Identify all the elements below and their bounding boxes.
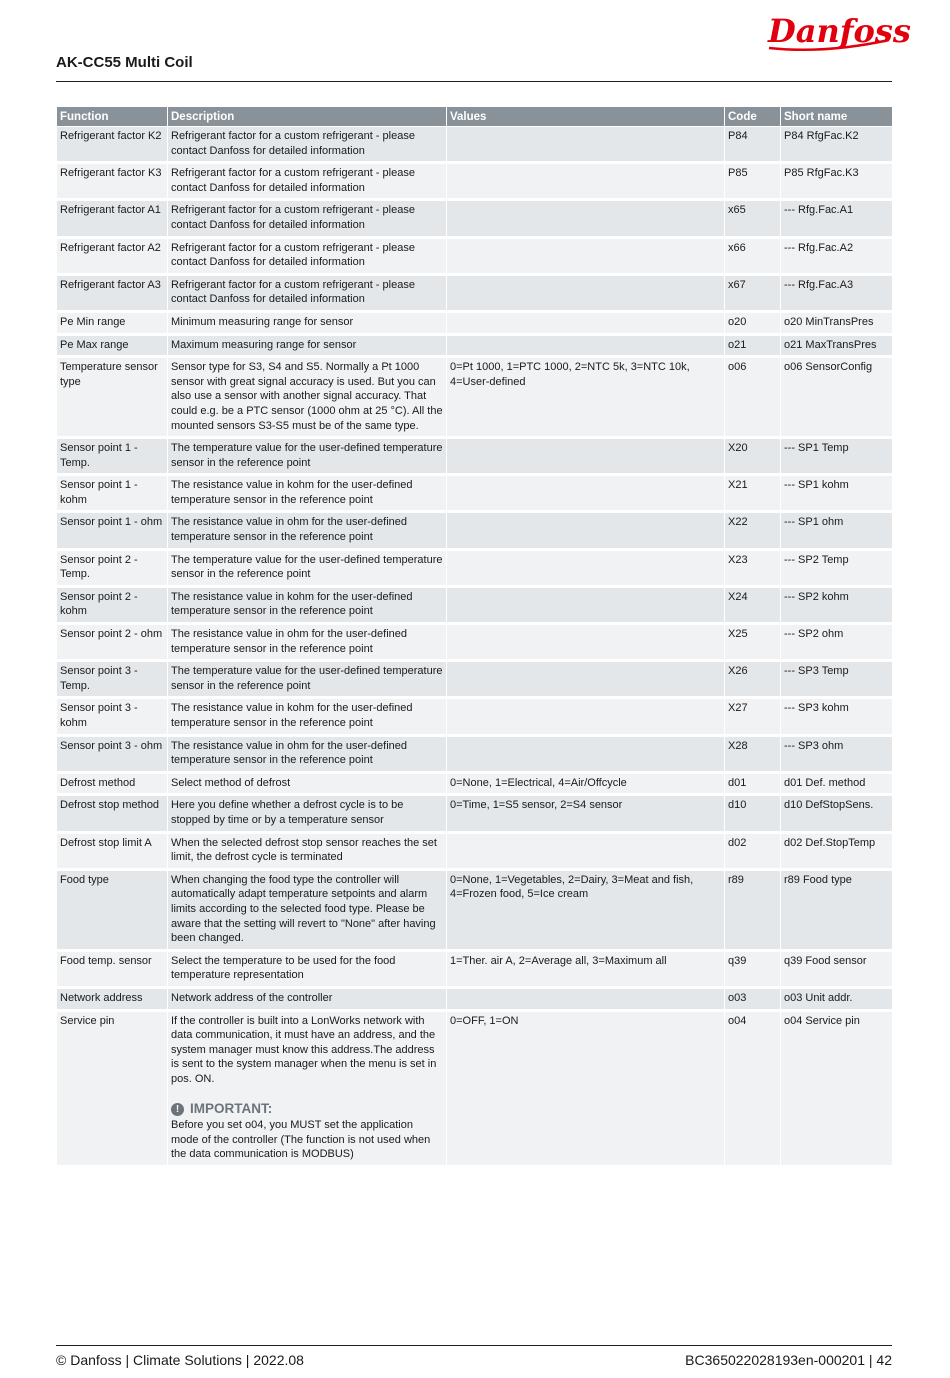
cell-short-name-text: r89 Food type — [784, 873, 852, 886]
cell-function — [57, 989, 168, 1012]
cell-values — [447, 989, 725, 1012]
cell-description — [168, 439, 447, 476]
cell-short-name-text: --- SP3 kohm — [784, 702, 849, 715]
cell-code — [725, 834, 781, 871]
cell-short-name-text: o04 Service pin — [784, 1014, 860, 1027]
cell-description-text: Network address of the controller — [171, 991, 333, 1004]
cell-short-name — [781, 588, 892, 625]
cell-code-text: o06 — [728, 361, 747, 374]
cell-code — [725, 1012, 781, 1168]
cell-description-text: The temperature value for the user-defined temperature sensor in the reference point — [171, 553, 443, 581]
cell-function — [57, 313, 168, 336]
cell-short-name — [781, 313, 892, 336]
cell-values — [447, 358, 725, 439]
cell-function-text: Pe Min range — [60, 315, 126, 328]
cell-values — [447, 164, 725, 201]
table-row — [57, 625, 892, 662]
cell-description — [168, 127, 447, 164]
cell-function-text: Sensor point 3 - Temp. — [60, 665, 138, 692]
table-row — [57, 276, 892, 313]
cell-values — [447, 796, 725, 833]
cell-values — [447, 313, 725, 336]
cell-values — [447, 551, 725, 588]
cell-code — [725, 336, 781, 359]
table-row — [57, 551, 892, 588]
cell-function — [57, 625, 168, 662]
parameter-table — [57, 107, 892, 1168]
cell-description-text: Sensor type for S3, S4 and S5. Normally a Pt 1000 sensor with great signal accuracy is used. But you can also use a sensor with another signal accuracy. That could e.g. be a PTC sensor (1000 ohm at 25 °C). All the mounted sensors S3-S5 must be of the same type. — [171, 361, 443, 432]
important-label: IMPORTANT: — [190, 1101, 273, 1117]
cell-description-text: The resistance value in ohm for the user-defined temperature sensor in the reference point — [171, 628, 408, 655]
cell-values — [447, 588, 725, 625]
cell-values-text: 0=OFF, 1=ON — [450, 1014, 519, 1027]
cell-code-text: P85 — [728, 167, 748, 180]
table-row — [57, 588, 892, 625]
cell-code-text: r89 — [728, 873, 744, 886]
cell-short-name-text: --- SP2 kohm — [784, 590, 849, 603]
cell-code — [725, 871, 781, 952]
cell-function — [57, 551, 168, 588]
important-text: Before you set o04, you MUST set the application mode of the controller (The function is not used when the data communication is MODBUS) — [171, 1119, 431, 1161]
column-header-description: Description — [168, 107, 447, 127]
column-header-code: Code — [725, 107, 781, 127]
cell-short-name-text: --- SP1 Temp — [784, 442, 849, 455]
cell-function — [57, 796, 168, 833]
cell-code-text: X23 — [728, 553, 748, 566]
cell-code-text: o03 — [728, 991, 747, 1004]
cell-values — [447, 834, 725, 871]
cell-function — [57, 699, 168, 736]
cell-code — [725, 164, 781, 201]
cell-code — [725, 737, 781, 774]
cell-description — [168, 588, 447, 625]
cell-values-text: 0=Pt 1000, 1=PTC 1000, 2=NTC 5k, 3=NTC 10k, 4=User-defined — [450, 361, 690, 388]
cell-function-text: Sensor point 1 - ohm — [60, 516, 163, 529]
cell-values — [447, 774, 725, 797]
cell-function — [57, 1012, 168, 1168]
table-row — [57, 164, 892, 201]
cell-description — [168, 1012, 447, 1168]
cell-description — [168, 513, 447, 550]
cell-code-text: d01 — [728, 776, 747, 789]
cell-description-text: Select method of defrost — [171, 776, 291, 789]
cell-short-name-text: P84 RfgFac.K2 — [784, 130, 859, 142]
cell-short-name — [781, 699, 892, 736]
cell-code-text: X22 — [728, 516, 748, 529]
cell-function — [57, 871, 168, 952]
cell-short-name — [781, 834, 892, 871]
cell-description-text: Refrigerant factor for a custom refrigerant - please contact Danfoss for detailed information — [171, 278, 415, 306]
cell-code — [725, 662, 781, 699]
cell-function-text: Refrigerant factor A1 — [60, 204, 161, 217]
table-row — [57, 871, 892, 952]
cell-description-text: When the selected defrost stop sensor reaches the set limit, the defrost cycle is terminated — [171, 836, 437, 864]
cell-short-name — [781, 774, 892, 797]
cell-short-name-text: o06 SensorConfig — [784, 361, 873, 374]
cell-short-name-text: --- SP1 ohm — [784, 516, 844, 529]
cell-short-name — [781, 164, 892, 201]
cell-code-text: o04 — [728, 1014, 747, 1027]
table-row — [57, 952, 892, 989]
cell-description — [168, 774, 447, 797]
cell-short-name — [781, 336, 892, 359]
cell-code-text: o20 — [728, 315, 747, 328]
danfoss-logo — [765, 4, 911, 54]
cell-short-name — [781, 513, 892, 550]
cell-function-text: Service pin — [60, 1014, 115, 1027]
cell-description — [168, 952, 447, 989]
cell-function-text: Sensor point 3 - kohm — [60, 702, 138, 729]
cell-values — [447, 239, 725, 276]
cell-code — [725, 239, 781, 276]
cell-function — [57, 439, 168, 476]
cell-description-text: The resistance value in ohm for the user-defined temperature sensor in the reference point — [171, 739, 408, 767]
cell-description — [168, 358, 447, 439]
cell-function — [57, 834, 168, 871]
column-header-values: Values — [447, 107, 725, 127]
cell-code — [725, 551, 781, 588]
important-note — [171, 1102, 443, 1161]
cell-code — [725, 989, 781, 1012]
table-row — [57, 336, 892, 359]
cell-short-name-text: --- SP3 Temp — [784, 665, 849, 678]
cell-description — [168, 201, 447, 238]
cell-values — [447, 737, 725, 774]
cell-short-name-text: --- SP2 ohm — [784, 628, 844, 641]
cell-function — [57, 358, 168, 439]
cell-short-name — [781, 201, 892, 238]
cell-short-name — [781, 871, 892, 952]
danfoss-logo-text: Danfoss — [768, 12, 911, 50]
cell-short-name-text: --- SP2 Temp — [784, 553, 849, 566]
cell-function-text: Food type — [60, 873, 109, 886]
cell-description — [168, 662, 447, 699]
cell-function — [57, 662, 168, 699]
table-row — [57, 476, 892, 513]
cell-description — [168, 796, 447, 833]
cell-code — [725, 625, 781, 662]
cell-short-name-text: --- Rfg.Fac.A1 — [784, 204, 854, 217]
cell-short-name — [781, 796, 892, 833]
cell-function — [57, 336, 168, 359]
cell-description-text: Here you define whether a defrost cycle is to be stopped by time or by a temperature sensor — [171, 799, 404, 826]
cell-description — [168, 871, 447, 952]
table-row — [57, 834, 892, 871]
cell-description — [168, 313, 447, 336]
table-row — [57, 127, 892, 164]
cell-short-name-text: --- Rfg.Fac.A2 — [784, 241, 854, 254]
cell-short-name-text: --- Rfg.Fac.A3 — [784, 278, 854, 291]
cell-short-name — [781, 737, 892, 774]
table-row — [57, 737, 892, 774]
cell-function — [57, 201, 168, 238]
parameter-table-container — [57, 107, 892, 1168]
cell-code — [725, 476, 781, 513]
cell-description-text: Maximum measuring range for sensor — [171, 338, 357, 351]
cell-function-text: Sensor point 2 - kohm — [60, 590, 138, 618]
document-title: AK-CC55 Multi Coil — [56, 54, 193, 71]
cell-function-text: Defrost method — [60, 776, 136, 789]
header-divider — [56, 81, 892, 82]
cell-function-text: Refrigerant factor K2 — [60, 130, 162, 142]
cell-function-text: Defrost stop method — [60, 799, 160, 812]
cell-code-text: x65 — [728, 204, 746, 217]
cell-code — [725, 439, 781, 476]
cell-code-text: d10 — [728, 799, 747, 812]
cell-values — [447, 625, 725, 662]
cell-function-text: Refrigerant factor A3 — [60, 278, 161, 291]
cell-description-text: Refrigerant factor for a custom refrigerant - please contact Danfoss for detailed information — [171, 130, 415, 157]
cell-values — [447, 127, 725, 164]
cell-function-text: Defrost stop limit A — [60, 836, 152, 849]
cell-code-text: x66 — [728, 241, 746, 254]
cell-description-text: Refrigerant factor for a custom refrigerant - please contact Danfoss for detailed information — [171, 241, 415, 269]
cell-short-name — [781, 625, 892, 662]
cell-description — [168, 551, 447, 588]
cell-values — [447, 871, 725, 952]
table-row — [57, 699, 892, 736]
cell-function-text: Network address — [60, 991, 143, 1004]
alert-icon: ! — [171, 1103, 184, 1116]
cell-code-text: d02 — [728, 836, 747, 849]
cell-short-name-text: o21 MaxTransPres — [784, 338, 877, 351]
cell-code-text: X26 — [728, 665, 748, 678]
cell-values — [447, 276, 725, 313]
cell-short-name-text: d10 DefStopSens. — [784, 799, 874, 812]
cell-function-text: Sensor point 3 - ohm — [60, 739, 163, 752]
cell-description-text: The resistance value in kohm for the user-defined temperature sensor in the reference point — [171, 590, 413, 618]
cell-function — [57, 737, 168, 774]
column-header-function: Function — [57, 107, 168, 127]
cell-function — [57, 513, 168, 550]
cell-code — [725, 699, 781, 736]
cell-description — [168, 336, 447, 359]
footer-document-number: BC365022028193en-000201 | 42 — [685, 1352, 892, 1368]
cell-code-text: P84 — [728, 130, 748, 142]
cell-description — [168, 834, 447, 871]
cell-description — [168, 476, 447, 513]
cell-function-text: Food temp. sensor — [60, 954, 152, 967]
cell-description-text: Select the temperature to be used for the food temperature representation — [171, 954, 396, 982]
cell-code — [725, 774, 781, 797]
cell-function-text: Sensor point 1 - kohm — [60, 479, 138, 506]
cell-code-text: X25 — [728, 628, 748, 641]
cell-code — [725, 313, 781, 336]
cell-short-name-text: d02 Def.StopTemp — [784, 836, 876, 849]
cell-code — [725, 952, 781, 989]
cell-code — [725, 796, 781, 833]
cell-code-text: X21 — [728, 479, 748, 492]
cell-description-text: Refrigerant factor for a custom refrigerant - please contact Danfoss for detailed information — [171, 167, 415, 194]
cell-description-text: The temperature value for the user-defined temperature sensor in the reference point — [171, 442, 443, 469]
cell-short-name — [781, 358, 892, 439]
table-row — [57, 439, 892, 476]
cell-short-name — [781, 989, 892, 1012]
cell-function — [57, 127, 168, 164]
cell-function — [57, 774, 168, 797]
cell-short-name — [781, 439, 892, 476]
footer-divider — [56, 1345, 892, 1346]
cell-values-text: 0=None, 1=Vegetables, 2=Dairy, 3=Meat and fish, 4=Frozen food, 5=Ice cream — [450, 873, 694, 901]
cell-description-text: Refrigerant factor for a custom refrigerant - please contact Danfoss for detailed information — [171, 204, 415, 231]
cell-short-name-text: o03 Unit addr. — [784, 991, 853, 1004]
cell-function-text: Refrigerant factor A2 — [60, 241, 161, 254]
cell-short-name — [781, 551, 892, 588]
cell-code-text: X27 — [728, 702, 748, 715]
cell-short-name — [781, 1012, 892, 1168]
cell-description-text: The resistance value in ohm for the user-defined temperature sensor in the reference point — [171, 516, 408, 544]
table-row — [57, 358, 892, 439]
table-row — [57, 774, 892, 797]
cell-code — [725, 201, 781, 238]
cell-function — [57, 276, 168, 313]
cell-description — [168, 699, 447, 736]
cell-values — [447, 699, 725, 736]
cell-values — [447, 513, 725, 550]
cell-short-name-text: d01 Def. method — [784, 776, 866, 789]
cell-description-text: Minimum measuring range for sensor — [171, 315, 354, 328]
cell-description — [168, 989, 447, 1012]
cell-code — [725, 127, 781, 164]
table-row — [57, 239, 892, 276]
important-heading — [171, 1102, 443, 1117]
cell-function — [57, 476, 168, 513]
cell-code-text: X24 — [728, 590, 748, 603]
cell-code — [725, 513, 781, 550]
cell-short-name-text: --- SP3 ohm — [784, 739, 844, 752]
cell-values — [447, 439, 725, 476]
cell-description-text: The resistance value in kohm for the user-defined temperature sensor in the reference point — [171, 702, 413, 729]
table-row — [57, 513, 892, 550]
cell-short-name-text: P85 RfgFac.K3 — [784, 167, 859, 180]
cell-short-name — [781, 476, 892, 513]
cell-values-text: 1=Ther. air A, 2=Average all, 3=Maximum all — [450, 954, 667, 967]
footer-copyright: © Danfoss | Climate Solutions | 2022.08 — [56, 1352, 304, 1368]
table-row — [57, 989, 892, 1012]
cell-short-name — [781, 662, 892, 699]
cell-function-text: Sensor point 1 - Temp. — [60, 442, 138, 469]
cell-short-name — [781, 276, 892, 313]
cell-description-text: The resistance value in kohm for the user-defined temperature sensor in the reference point — [171, 479, 413, 506]
cell-values-text: 0=None, 1=Electrical, 4=Air/Offcycle — [450, 776, 627, 789]
cell-code — [725, 276, 781, 313]
cell-function-text: Refrigerant factor K3 — [60, 167, 162, 180]
cell-values — [447, 662, 725, 699]
cell-function — [57, 164, 168, 201]
table-row — [57, 313, 892, 336]
cell-code — [725, 588, 781, 625]
table-row — [57, 1012, 892, 1168]
cell-function-text: Temperature sensor type — [60, 361, 158, 388]
cell-short-name-text: --- SP1 kohm — [784, 479, 849, 492]
cell-values — [447, 1012, 725, 1168]
cell-short-name — [781, 239, 892, 276]
cell-description-text: If the controller is built into a LonWorks network with data communication, it must have an address, and the system manager must know this address.The address is sent to the system manager when the menu is set in pos. ON. — [171, 1014, 437, 1085]
cell-function — [57, 588, 168, 625]
table-row — [57, 662, 892, 699]
cell-function-text: Pe Max range — [60, 338, 129, 351]
cell-code-text: X28 — [728, 739, 748, 752]
cell-description — [168, 625, 447, 662]
cell-description — [168, 239, 447, 276]
cell-short-name-text: q39 Food sensor — [784, 954, 867, 967]
column-header-short-name: Short name — [781, 107, 892, 127]
cell-function — [57, 239, 168, 276]
cell-description — [168, 737, 447, 774]
cell-function-text: Sensor point 2 - ohm — [60, 628, 163, 641]
cell-code-text: o21 — [728, 338, 747, 351]
cell-description — [168, 276, 447, 313]
cell-values — [447, 476, 725, 513]
cell-values — [447, 952, 725, 989]
cell-short-name — [781, 127, 892, 164]
table-row — [57, 201, 892, 238]
cell-code-text: x67 — [728, 278, 746, 291]
cell-description — [168, 164, 447, 201]
cell-function — [57, 952, 168, 989]
cell-code — [725, 358, 781, 439]
cell-description-text: When changing the food type the controller will automatically adapt temperature setpoints and alarm limits according to the selected food type. Please be aware that the setting will revert to "None" after having been changed. — [171, 873, 436, 945]
cell-values-text: 0=Time, 1=S5 sensor, 2=S4 sensor — [450, 799, 623, 812]
cell-description-text: The temperature value for the user-defined temperature sensor in the reference point — [171, 665, 443, 692]
cell-short-name-text: o20 MinTransPres — [784, 315, 874, 328]
cell-values — [447, 201, 725, 238]
cell-function-text: Sensor point 2 - Temp. — [60, 553, 138, 581]
cell-short-name — [781, 952, 892, 989]
cell-values — [447, 336, 725, 359]
cell-code-text: X20 — [728, 442, 748, 455]
table-row — [57, 796, 892, 833]
cell-code-text: q39 — [728, 954, 747, 967]
table-header-row — [57, 107, 892, 127]
